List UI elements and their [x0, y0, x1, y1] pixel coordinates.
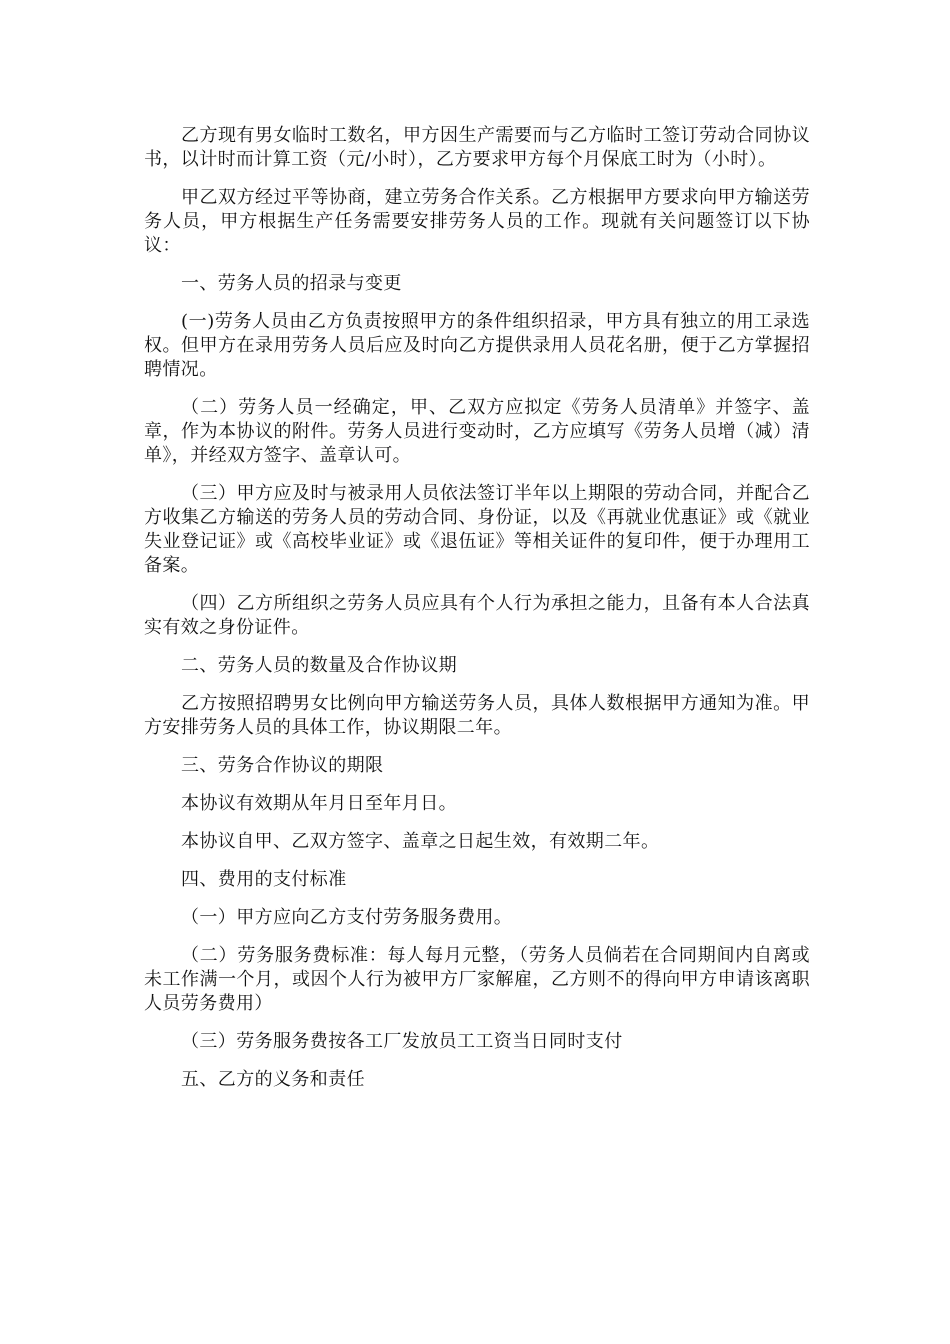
- clause-3-1: 本协议有效期从年月日至年月日。: [181, 793, 457, 814]
- section-heading-2: 二、劳务人员的数量及合作协议期: [181, 655, 457, 676]
- clause-3-2: 本协议自甲、乙双方签字、盖章之日起生效，有效期二年。: [181, 831, 660, 852]
- clause-1-1: (一)劳务人员由乙方负责按照甲方的条件组织招录，甲方具有独立的用工录选权。但甲方在录用劳务人员后应及时向乙方提供录用人员花名册，便于乙方掌握招聘情况。: [144, 311, 810, 380]
- section-heading-1: 一、劳务人员的招录与变更: [181, 273, 402, 294]
- clause-1-3: （三）甲方应及时与被录用人员依法签订半年以上期限的劳动合同，并配合乙方收集乙方输送的劳务人员的劳动合同、身份证，以及《再就业优惠证》或《就业失业登记证》或《高校毕业证》或《退伍证》等相关证件的复印件，便于办理用工备案。: [144, 483, 810, 576]
- intro-paragraph-2: 甲乙双方经过平等协商，建立劳务合作关系。乙方根据甲方要求向甲方输送劳务人员，甲方根据生产任务需要安排劳务人员的工作。现就有关问题签订以下协议：: [144, 187, 810, 256]
- section-heading-5: 五、乙方的义务和责任: [181, 1069, 365, 1090]
- clause-4-1: （一）甲方应向乙方支付劳务服务费用。: [181, 907, 513, 928]
- clause-2-1: 乙方按照招聘男女比例向甲方输送劳务人员，具体人数根据甲方通知为准。甲方安排劳务人员的具体工作，协议期限二年。: [144, 693, 810, 738]
- clause-4-3: （三）劳务服务费按各工厂发放员工工资当日同时支付: [181, 1031, 623, 1052]
- document-body: [144, 124, 810, 1106]
- clause-1-4: （四）乙方所组织之劳务人员应具有个人行为承担之能力，且备有本人合法真实有效之身份证件。: [144, 593, 810, 638]
- clause-4-2: （二）劳务服务费标准：每人每月元整，（劳务人员倘若在合同期间内自离或未工作满一个月，或因个人行为被甲方厂家解雇，乙方则不的得向甲方申请该离职人员劳务费用）: [144, 945, 810, 1014]
- intro-paragraph-1: 乙方现有男女临时工数名，甲方因生产需要而与乙方临时工签订劳动合同协议书，以计时而计算工资（元/小时），乙方要求甲方每个月保底工时为（小时）。: [144, 125, 810, 170]
- section-heading-4: 四、费用的支付标准: [181, 869, 347, 890]
- clause-1-2: （二）劳务人员一经确定，甲、乙双方应拟定《劳务人员清单》并签字、盖章，作为本协议的附件。劳务人员进行变动时，乙方应填写《劳务人员增（减）清单》，并经双方签字、盖章认可。: [144, 397, 810, 466]
- section-heading-3: 三、劳务合作协议的期限: [181, 755, 384, 776]
